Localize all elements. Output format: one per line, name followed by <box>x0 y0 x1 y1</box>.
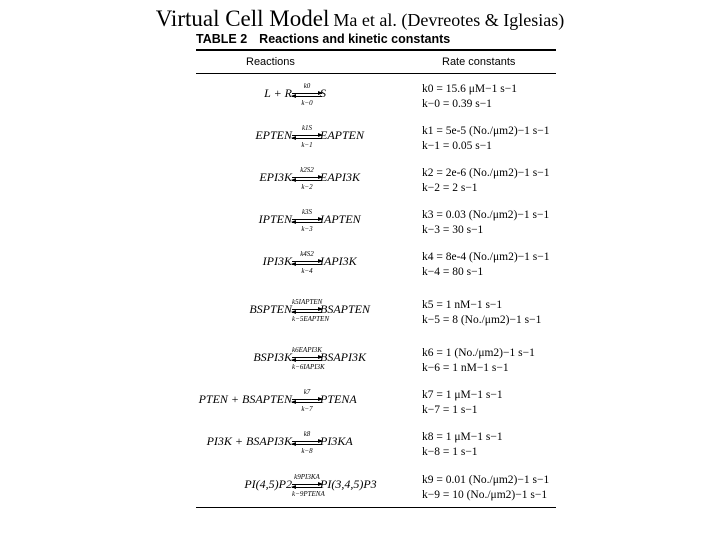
table-row <box>196 287 556 335</box>
slide-title-sub: Ma et al. (Devreotes & Iglesias) <box>333 10 565 30</box>
reverse-arrow-line <box>292 444 322 445</box>
reaction-equation <box>196 382 410 420</box>
reactant: L + R <box>264 86 292 100</box>
reversible-arrow <box>292 202 322 240</box>
table-row <box>196 382 556 420</box>
forward-rate-constant: k2 = 2e-6 (No./μm2)−1 s−1 <box>422 167 550 179</box>
reactant: BSPI3K <box>253 350 292 364</box>
reverse-rate-label: k−7 <box>301 405 313 413</box>
reaction-equation <box>196 76 410 114</box>
product: EAPI3K <box>320 170 360 184</box>
reaction-equation <box>196 118 410 156</box>
product: S <box>320 86 326 100</box>
reversible-arrow <box>292 465 325 507</box>
reaction-equation <box>196 160 410 198</box>
forward-rate-label: k7 <box>303 388 311 396</box>
reaction-equation <box>196 424 410 462</box>
reverse-rate-label: k−0 <box>301 99 313 107</box>
reverse-rate-label: k−8 <box>301 447 313 455</box>
forward-rate-constant: k7 = 1 μM−1 s−1 <box>422 389 503 401</box>
forward-rate-label: k6EAPI3K <box>292 346 322 354</box>
reverse-rate-constant: k−6 = 1 nM−1 s−1 <box>422 362 509 374</box>
table-row <box>196 339 556 379</box>
reverse-rate-constant: k−4 = 80 s−1 <box>422 266 484 278</box>
reverse-arrowhead <box>291 485 296 489</box>
reverse-rate-label: k−5EAPTEN <box>292 315 329 323</box>
reversible-arrow <box>292 76 322 114</box>
forward-rate-constant: k5 = 1 nM−1 s−1 <box>422 299 503 311</box>
column-header-rates: Rate constants <box>442 56 516 68</box>
table-top-rule <box>196 49 556 51</box>
reaction-equation <box>196 465 410 507</box>
reverse-arrow-line <box>292 402 322 403</box>
reverse-arrow-line <box>292 312 322 313</box>
reverse-arrowhead <box>291 136 296 140</box>
forward-rate-constant: k4 = 8e-4 (No./μm2)−1 s−1 <box>422 251 550 263</box>
reactant: BSPTEN <box>249 302 292 316</box>
header-rule <box>196 73 556 74</box>
product: PTENA <box>320 392 357 406</box>
product: EAPTEN <box>320 128 364 142</box>
table-row <box>196 202 556 240</box>
reverse-arrow-line <box>292 360 322 361</box>
table-row <box>196 160 556 198</box>
forward-rate-constant: k3 = 0.03 (No./μm2)−1 s−1 <box>422 209 550 221</box>
reversible-arrow <box>292 424 322 462</box>
reverse-arrowhead <box>291 358 296 362</box>
product: IAPI3K <box>320 254 357 268</box>
reversible-arrow <box>292 287 329 335</box>
reactant: PI3K + BSAPI3K <box>206 434 292 448</box>
forward-rate-constant: k8 = 1 μM−1 s−1 <box>422 431 503 443</box>
reverse-rate-label: k−6IAPI3K <box>292 363 325 371</box>
slide-title-main: Virtual Cell Model <box>155 6 330 31</box>
reaction-equation <box>196 244 410 282</box>
reverse-arrowhead <box>291 442 296 446</box>
reverse-arrowhead <box>291 262 296 266</box>
reaction-equation <box>196 202 410 240</box>
reverse-rate-constant: k−3 = 30 s−1 <box>422 224 484 236</box>
forward-rate-constant: k1 = 5e-5 (No./μm2)−1 s−1 <box>422 125 550 137</box>
product: IAPTEN <box>320 212 361 226</box>
reverse-rate-constant: k−7 = 1 s−1 <box>422 404 478 416</box>
reversible-arrow <box>292 160 322 198</box>
forward-rate-constant: k9 = 0.01 (No./μm2)−1 s−1 <box>422 474 550 486</box>
table-row <box>196 465 556 507</box>
table-row <box>196 76 556 114</box>
reverse-rate-constant: k−1 = 0.05 s−1 <box>422 140 492 152</box>
reverse-arrowhead <box>291 94 296 98</box>
reactant: IPI3K <box>262 254 292 268</box>
reverse-rate-constant: k−0 = 0.39 s−1 <box>422 98 492 110</box>
reverse-rate-label: k−3 <box>301 225 313 233</box>
reverse-arrowhead <box>291 178 296 182</box>
reverse-arrow-line <box>292 138 322 139</box>
reverse-arrowhead <box>291 220 296 224</box>
product: PI(3,4,5)P3 <box>320 477 377 491</box>
reactant: PI(4,5)P2 <box>244 477 292 491</box>
forward-rate-label: k1S <box>301 124 313 132</box>
reverse-rate-constant: k−8 = 1 s−1 <box>422 446 478 458</box>
reverse-arrow-line <box>292 180 322 181</box>
slide-title <box>0 6 720 32</box>
table-number: TABLE 2 <box>196 32 248 46</box>
column-header-reactions: Reactions <box>246 56 295 68</box>
product: BSAPTEN <box>320 302 370 316</box>
reverse-rate-constant: k−2 = 2 s−1 <box>422 182 478 194</box>
reverse-arrow-line <box>292 96 322 97</box>
reactant: IPTEN <box>258 212 292 226</box>
reverse-rate-label: k−4 <box>301 267 313 275</box>
reversible-arrow <box>292 382 322 420</box>
table-bottom-rule <box>196 507 556 508</box>
table-heading <box>196 32 450 46</box>
product: PI3KA <box>320 434 353 448</box>
reverse-arrow-line <box>292 487 322 488</box>
forward-rate-label: k5IAPTEN <box>292 298 323 306</box>
product: BSAPI3K <box>320 350 366 364</box>
reverse-rate-label: k−1 <box>301 141 313 149</box>
forward-rate-label: k2S2 <box>300 166 314 174</box>
reverse-arrowhead <box>291 400 296 404</box>
reactant: EPI3K <box>259 170 292 184</box>
forward-rate-constant: k6 = 1 (No./μm2)−1 s−1 <box>422 347 535 359</box>
table-row <box>196 118 556 156</box>
reverse-rate-constant: k−5 = 8 (No./μm2)−1 s−1 <box>422 314 542 326</box>
reverse-rate-label: k−2 <box>301 183 313 191</box>
reverse-arrow-line <box>292 222 322 223</box>
reverse-rate-label: k−9PTENA <box>292 490 325 498</box>
reactant: PTEN + BSAPTEN <box>198 392 292 406</box>
table-caption: Reactions and kinetic constants <box>259 32 451 46</box>
reverse-rate-constant: k−9 = 10 (No./μm2)−1 s−1 <box>422 489 548 501</box>
forward-rate-constant: k0 = 15.6 μM−1 s−1 <box>422 83 517 95</box>
reaction-equation <box>196 339 410 379</box>
forward-rate-label: k3S <box>301 208 313 216</box>
forward-rate-label: k8 <box>303 430 311 438</box>
reverse-arrow-line <box>292 264 322 265</box>
reversible-arrow <box>292 244 322 282</box>
reversible-arrow <box>292 118 322 156</box>
reaction-equation <box>196 287 410 335</box>
reversible-arrow <box>292 339 325 379</box>
forward-rate-label: k0 <box>303 82 311 90</box>
table-row <box>196 244 556 282</box>
forward-rate-label: k4S2 <box>300 250 314 258</box>
table-row <box>196 424 556 462</box>
forward-rate-label: k9PI3KA <box>294 473 320 481</box>
reverse-arrowhead <box>291 310 296 314</box>
reactant: EPTEN <box>255 128 292 142</box>
